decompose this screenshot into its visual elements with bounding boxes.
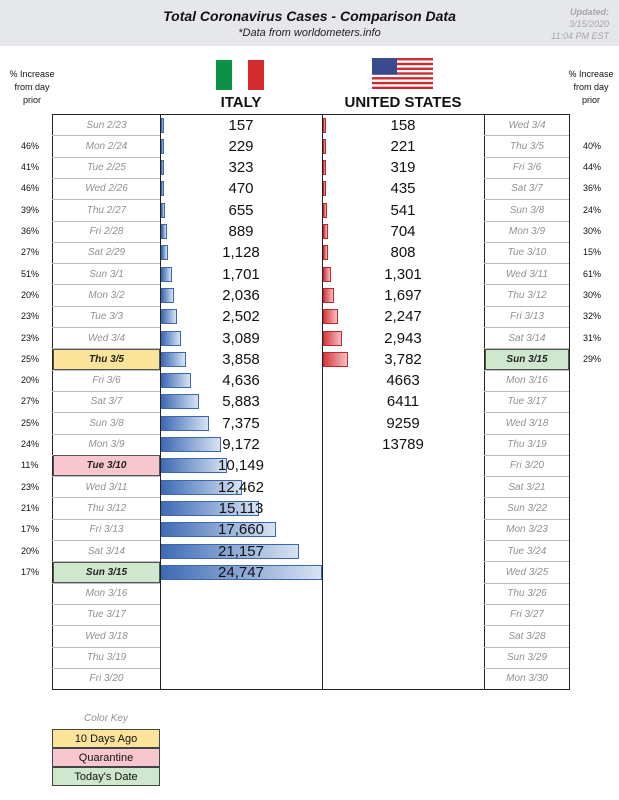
pct-header-line: % Increase xyxy=(568,69,614,79)
us-date-cell: Sun 3/29 xyxy=(506,652,548,663)
italy-date-cell: Sat 2/29 xyxy=(87,247,126,259)
us-cases-value: 221 xyxy=(390,137,416,155)
pct-header-line: from day xyxy=(573,82,609,92)
italy-pct-value: 23% xyxy=(21,311,40,322)
us-date-cell: Mon 3/23 xyxy=(506,524,548,536)
italy-pct-value: 27% xyxy=(21,396,40,407)
us-cases-value: 158 xyxy=(390,116,416,134)
us-pct-value: 36% xyxy=(583,183,602,194)
italy-cases-value: 17,660 xyxy=(218,521,264,539)
us-cases-value xyxy=(322,455,484,476)
us-cases-value xyxy=(322,498,484,519)
us-date-cell: Fri 3/20 xyxy=(510,460,544,472)
us-pct-value: 15% xyxy=(583,247,602,258)
italy-cases-value: 1,128 xyxy=(222,244,260,262)
italy-date-cell: Tue 3/17 xyxy=(87,609,126,621)
italy-cases-value: 24,747 xyxy=(218,563,264,581)
pct-header-line: prior xyxy=(581,95,600,105)
us-date-cell: Sat 3/28 xyxy=(508,630,546,642)
italy-cases-value xyxy=(160,647,322,668)
italy-date-cell: Tue 3/3 xyxy=(89,311,124,323)
italy-date-cell: Sun 3/8 xyxy=(89,417,124,429)
italy-date-cell: Sat 3/14 xyxy=(87,545,126,557)
pct-header-line: % Increase xyxy=(9,69,55,79)
italy-pct-value: 24% xyxy=(21,439,40,449)
italy-cases-value: 323 xyxy=(228,159,254,177)
italy-cases-value: 15,113 xyxy=(218,499,264,517)
us-cases-value: 9259 xyxy=(386,414,420,432)
us-pct-header xyxy=(561,68,619,107)
us-date-cell: Sun 3/8 xyxy=(509,204,545,216)
italy-pct-value: 36% xyxy=(21,226,40,236)
italy-cases-value xyxy=(160,604,322,625)
italy-pct-value: 23% xyxy=(21,332,40,343)
italy-pct-value: 46% xyxy=(21,140,40,151)
us-date-cell: Sat 3/14 xyxy=(508,332,546,344)
italy-date-cell: Mon 3/9 xyxy=(88,439,125,450)
us-date-cell: Sun 3/15 xyxy=(485,349,569,370)
chart-subtitle: *Data from worldometers.info xyxy=(238,27,381,39)
italy-date-cell: Fri 2/28 xyxy=(89,226,124,237)
us-cases-value xyxy=(322,562,484,583)
us-flag-icon xyxy=(372,58,433,89)
us-date-cell: Fri 3/27 xyxy=(510,609,544,621)
us-cases-value: 435 xyxy=(390,180,416,198)
italy-pct-value: 11% xyxy=(21,460,39,471)
us-date-cell: Thu 3/5 xyxy=(510,140,544,152)
us-cases-value xyxy=(322,668,484,689)
updated-date: 3/15/2020 xyxy=(568,19,609,29)
italy-date-cell: Mon 3/2 xyxy=(88,289,125,301)
italy-pct-value: 46% xyxy=(21,183,40,194)
us-pct-value: 24% xyxy=(583,204,602,215)
italy-cases-value: 470 xyxy=(228,180,254,198)
italy-cases-value xyxy=(160,668,322,689)
updated-time: 11:04 PM EST xyxy=(551,31,609,41)
italy-date-cell: Sun 3/1 xyxy=(89,268,124,280)
italy-date-cell: Sun 2/23 xyxy=(86,119,127,131)
us-date-cell: Thu 3/26 xyxy=(507,588,547,600)
italy-date-cell: Tue 3/10 xyxy=(53,455,160,476)
pct-header-line: from day xyxy=(14,82,50,92)
us-cases-value xyxy=(322,604,484,625)
italy-cases-value: 1,701 xyxy=(222,265,260,283)
italy-date-cell: Wed 2/26 xyxy=(85,183,128,195)
italy-pct-value: 51% xyxy=(21,268,40,279)
italy-cases-value: 9,172 xyxy=(222,436,260,453)
key-quarantine: Quarantine xyxy=(52,748,160,767)
italy-date-cell: Thu 3/19 xyxy=(86,652,127,663)
us-date-cell: Fri 3/6 xyxy=(512,162,542,174)
us-date-cell: Mon 3/16 xyxy=(506,375,548,387)
italy-date-cell: Fri 3/6 xyxy=(92,375,121,387)
us-cases-value xyxy=(322,626,484,647)
us-pct-value: 61% xyxy=(583,268,602,279)
italy-cases-value: 655 xyxy=(228,201,254,219)
italy-cases-value: 7,375 xyxy=(222,414,260,432)
us-date-cell: Wed 3/4 xyxy=(508,119,546,131)
key-ten-days-ago: 10 Days Ago xyxy=(52,729,160,748)
italy-pct-value: 39% xyxy=(21,204,40,215)
us-cases-value: 319 xyxy=(390,159,416,177)
us-cases-value: 808 xyxy=(390,244,416,262)
italy-pct-value: 41% xyxy=(21,162,40,173)
italy-date-cell: Sat 3/7 xyxy=(90,396,123,408)
italy-cases-value: 2,502 xyxy=(222,308,260,326)
italy-pct-value: 27% xyxy=(21,247,40,258)
italy-cases-value: 3,089 xyxy=(222,329,260,347)
italy-cases-value: 2,036 xyxy=(222,286,260,304)
us-pct-value: 40% xyxy=(583,140,602,151)
us-date-cell: Mon 3/9 xyxy=(508,226,546,237)
italy-pct-value: 23% xyxy=(21,481,40,492)
pct-header-line: prior xyxy=(22,95,41,105)
italy-pct-header xyxy=(2,68,62,107)
us-cases-value xyxy=(322,541,484,562)
italy-date-cell: Fri 3/20 xyxy=(89,673,124,685)
italy-date-cell: Thu 2/27 xyxy=(86,204,127,216)
italy-cases-value: 21,157 xyxy=(218,542,264,560)
us-cases-value: 2,943 xyxy=(384,329,422,347)
italy-cases-value: 4,636 xyxy=(222,372,260,390)
chart-title: Total Coronavirus Cases - Comparison Data xyxy=(163,8,456,24)
us-date-cell: Tue 3/17 xyxy=(507,396,547,408)
color-key-title: Color Key xyxy=(84,713,128,724)
us-heading: UNITED STATES xyxy=(344,94,462,111)
italy-pct-value: 17% xyxy=(21,524,40,535)
italy-cases-value: 157 xyxy=(228,116,254,134)
us-date-cell: Wed 3/11 xyxy=(506,268,548,280)
us-cases-value xyxy=(322,583,484,604)
grid-line xyxy=(569,114,570,689)
us-cases-value: 13789 xyxy=(382,436,424,453)
us-pct-value: 44% xyxy=(583,162,602,173)
us-date-cell: Mon 3/30 xyxy=(506,673,548,685)
italy-cases-value: 229 xyxy=(228,137,254,155)
italy-date-cell: Mon 2/24 xyxy=(85,140,128,152)
us-date-cell: Fri 3/13 xyxy=(510,311,544,323)
us-cases-value xyxy=(322,477,484,498)
us-date-cell: Sat 3/21 xyxy=(508,481,546,493)
italy-pct-value: 25% xyxy=(21,417,40,428)
italy-cases-value: 12,462 xyxy=(218,478,264,496)
italy-pct-value: 20% xyxy=(21,545,40,556)
us-cases-value: 1,301 xyxy=(384,265,422,283)
italy-cases-value: 10,149 xyxy=(218,457,264,475)
us-date-cell: Sun 3/22 xyxy=(506,502,548,514)
us-date-cell: Tue 3/10 xyxy=(507,247,547,259)
us-cases-value: 6411 xyxy=(386,393,420,411)
us-cases-value xyxy=(322,519,484,540)
us-cases-value: 2,247 xyxy=(384,308,422,326)
us-cases-value: 704 xyxy=(390,223,416,240)
italy-cases-value xyxy=(160,583,322,604)
us-pct-value: 30% xyxy=(583,226,602,236)
updated-stamp xyxy=(551,6,609,42)
italy-heading: ITALY xyxy=(220,94,262,111)
italy-cases-value: 5,883 xyxy=(222,393,260,411)
us-pct-value: 31% xyxy=(583,332,602,343)
us-date-cell: Wed 3/18 xyxy=(505,417,549,429)
italy-flag-icon xyxy=(216,60,264,90)
italy-date-cell: Wed 3/11 xyxy=(85,481,128,493)
italy-pct-value: 25% xyxy=(21,353,40,364)
us-date-cell: Sat 3/7 xyxy=(511,183,543,195)
italy-date-cell: Tue 2/25 xyxy=(87,162,126,174)
italy-cases-value xyxy=(160,626,322,647)
us-date-cell: Thu 3/19 xyxy=(507,439,547,450)
us-cases-value: 541 xyxy=(390,201,416,219)
us-pct-value: 32% xyxy=(583,311,602,322)
us-cases-value: 4663 xyxy=(386,372,420,390)
us-cases-value xyxy=(322,647,484,668)
italy-pct-value: 17% xyxy=(21,566,40,577)
italy-cases-value: 3,858 xyxy=(222,350,260,368)
us-date-cell: Wed 3/25 xyxy=(505,566,549,578)
italy-date-cell: Wed 3/18 xyxy=(85,630,128,642)
italy-date-cell: Wed 3/4 xyxy=(87,332,126,344)
italy-pct-value: 20% xyxy=(21,289,40,300)
italy-pct-value: 21% xyxy=(21,502,40,513)
us-pct-value: 30% xyxy=(583,289,602,300)
italy-pct-value: 20% xyxy=(21,375,40,386)
us-cases-value: 3,782 xyxy=(384,350,422,368)
italy-date-cell: Mon 3/16 xyxy=(85,588,128,600)
us-cases-value: 1,697 xyxy=(384,286,422,304)
key-todays-date: Today's Date xyxy=(52,767,160,786)
italy-date-cell: Thu 3/5 xyxy=(53,349,160,370)
italy-date-cell: Fri 3/13 xyxy=(89,524,124,536)
italy-date-cell: Thu 3/12 xyxy=(86,502,127,514)
italy-date-cell: Sun 3/15 xyxy=(53,562,160,583)
us-date-cell: Thu 3/12 xyxy=(507,289,547,301)
italy-cases-value: 889 xyxy=(228,223,254,240)
updated-label: Updated: xyxy=(570,7,609,17)
us-pct-value: 29% xyxy=(583,353,602,364)
us-date-cell: Tue 3/24 xyxy=(507,545,547,557)
